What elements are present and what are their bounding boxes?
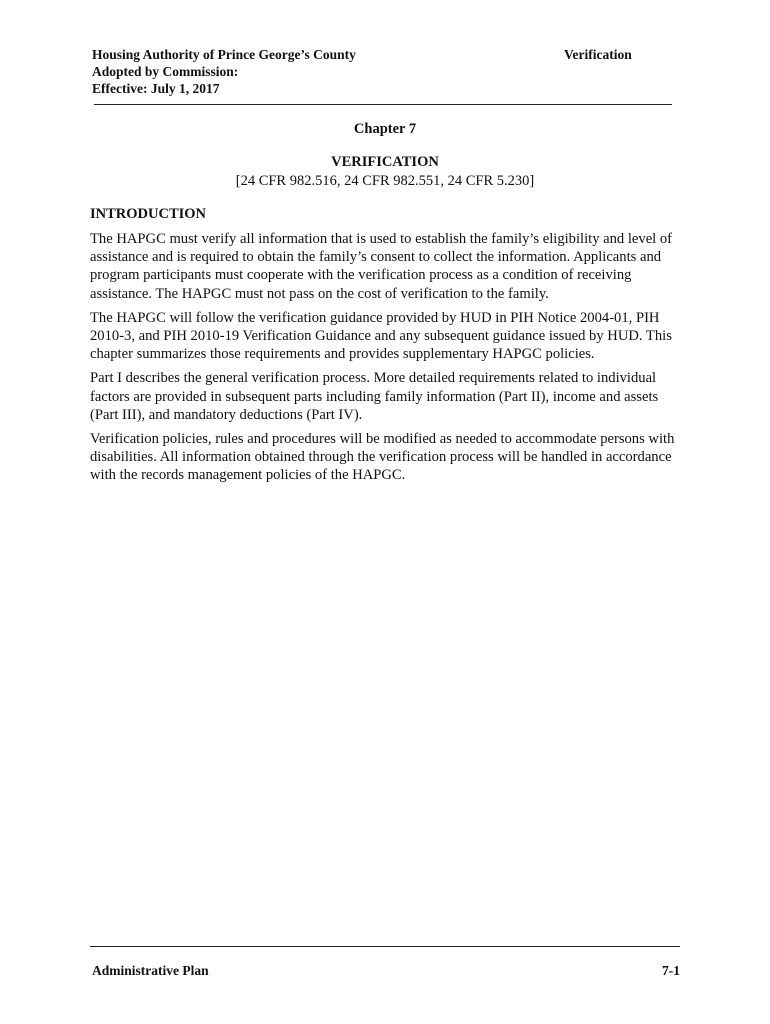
footer-document-name: Administrative Plan bbox=[92, 963, 209, 978]
header-adopted: Adopted by Commission: bbox=[92, 64, 239, 79]
chapter-title: VERIFICATION bbox=[331, 154, 439, 170]
chapter-label: Chapter 7 bbox=[353, 121, 417, 137]
introduction-heading: INTRODUCTION bbox=[90, 206, 207, 222]
header-divider bbox=[94, 104, 672, 105]
footer-page-number: 7-1 bbox=[662, 963, 680, 978]
introduction-paragraph-4: Verification policies, rules and procedures will be modified as needed to accommodate persons with disabilities. All information obtained through the verification process will be handled in accordance with the records management policies of the HAPGC. bbox=[90, 431, 675, 484]
header-organization: Housing Authority of Prince George’s County bbox=[92, 47, 356, 62]
introduction-body bbox=[90, 230, 682, 491]
introduction-paragraph-1: The HAPGC must verify all information that is used to establish the family’s eligibility and level of assistance and is required to obtain the family’s consent to collect the information. Applicants and program participants must cooperate with the verification process as a condition of receiving assistance. The HAPGC must not pass on the cost of verification to the family. bbox=[90, 231, 673, 302]
chapter-citation: [24 CFR 982.516, 24 CFR 982.551, 24 CFR 5.230] bbox=[235, 173, 535, 189]
introduction-paragraph-3: Part I describes the general verification process. More detailed requirements related to individual factors are provided in subsequent parts including family information (Part II), income and assets (Part III), and mandatory deductions (Part IV). bbox=[90, 370, 659, 423]
header-section-name: Verification bbox=[564, 47, 632, 62]
footer-divider bbox=[90, 946, 680, 947]
introduction-paragraph-2: The HAPGC will follow the verification guidance provided by HUD in PIH Notice 2004-01, PIH 2010-3, and PIH 2010-19 Verification Guidance and any subsequent guidance issued by HUD. This chapter summarizes those requirements and provides supplementary HAPGC policies. bbox=[90, 309, 672, 363]
header-effective-date: Effective: July 1, 2017 bbox=[92, 81, 220, 96]
